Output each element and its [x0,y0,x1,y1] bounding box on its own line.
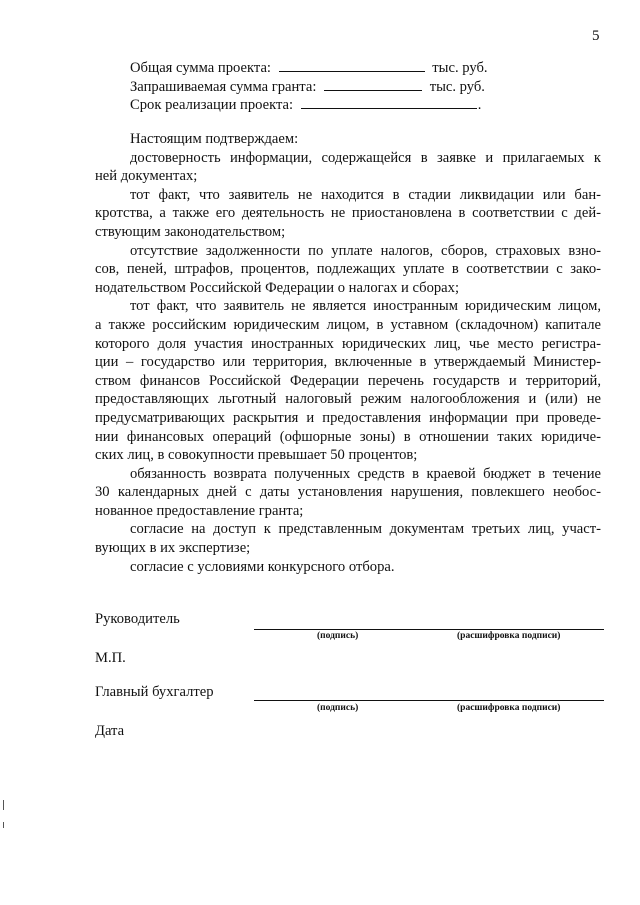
grant-sum-label: Запрашиваемая сумма гранта: [130,78,317,95]
confirmation-line: предоставляющих льготный налоговый режим налогообложения и (или) не [95,391,601,408]
accountant-signature-line[interactable] [254,700,604,701]
page-number: 5 [592,28,600,44]
confirmation-line: тот факт, что заявитель не находится в стадии ликвидации или бан- [130,186,601,203]
scan-edge-mark [3,822,4,828]
head-signature-line[interactable] [254,629,604,630]
head-decode-hint: (расшифровка подписи) [457,631,561,641]
confirmation-item [95,558,601,577]
total-sum-row [130,59,488,78]
confirmation-line: вующих в их экспертизе; [95,540,251,557]
confirmation-line: отсутствие задолженности по уплате налогов, сборов, страховых взно- [130,242,601,259]
confirmation-item [95,149,601,186]
term-label: Срок реализации проекта: [130,97,294,113]
confirmation-item [95,242,601,298]
confirmation-line: ции – государство или территория, включенные в утверждаемый Министер- [95,354,601,371]
grant-sum-row [130,78,488,97]
confirmation-intro: Настоящим подтверждаем: [130,131,299,147]
head-sign-hint: (подпись) [317,631,359,641]
total-sum-field[interactable] [279,59,425,72]
confirmation-item [95,186,601,242]
confirmation-line: сов, пеней, штрафов, процентов, подлежащих уплате в соответствии с зако- [95,261,601,278]
confirmation-line: обязанность возврата полученных средств в краевой бюджет в течение [130,465,601,482]
grant-sum-unit: тыс. руб. [429,78,485,95]
confirmation-line: кротства, а также его деятельность не приостановлена в соответствии с дей- [95,205,601,222]
confirmation-line: которого доля участия иностранных юридических лиц, чье место регистра- [95,335,601,352]
confirmation-line: достоверность информации, содержащейся в заявке и прилагаемых к [130,149,601,166]
confirmation-line: согласие на доступ к представленным документам третьих лиц, участ- [130,521,601,538]
confirmation-line: согласие с условиями конкурсного отбора. [130,558,395,575]
accountant-sign-hint: (подпись) [317,703,359,713]
scan-edge-mark [3,800,4,810]
confirmation-list [95,149,601,577]
confirmation-line: тот факт, что заявитель не является иностранным юридическим лицом, [130,298,601,315]
confirmation-item [95,520,601,557]
seal-label: М.П. [95,650,126,666]
confirmation-line: ней документах; [95,168,198,185]
confirmation-line: а также российским юридическим лицом, в уставном (складочном) капитале [95,316,601,333]
total-sum-label: Общая сумма проекта: [130,60,271,76]
confirmation-line: ских лиц, в совокупности превышает 50 процентов; [95,447,418,464]
project-summary [130,59,488,115]
accountant-decode-hint: (расшифровка подписи) [457,703,561,713]
confirmation-line: нодательством Российской Федерации о налогах и сборах; [95,279,460,296]
term-row [130,96,488,115]
confirmation-line: нии финансовых операций (офшорные зоны) в отношении таких юридиче- [95,428,601,445]
confirmation-line: нованное предоставление гранта; [95,502,304,519]
confirmation-line: ствующим законодательством; [95,223,286,240]
confirmation-line: предусматривающих раскрытия и предоставления информации при проведе- [95,409,601,426]
total-sum-unit: тыс. руб. [432,60,488,76]
accountant-label: Главный бухгалтер [95,684,214,700]
grant-sum-field[interactable] [324,78,422,91]
confirmation-item [95,465,601,521]
confirmation-section [95,130,601,576]
term-field[interactable] [301,96,477,109]
term-end: . [477,97,482,113]
head-label: Руководитель [95,611,180,627]
confirmation-line: ством финансов Российской Федерации перечень государств и территорий, [95,372,601,389]
confirmation-item [95,297,601,464]
date-label: Дата [95,723,125,739]
confirmation-line: 30 календарных дней с даты установления нарушения, повлекшего необос- [95,484,601,501]
